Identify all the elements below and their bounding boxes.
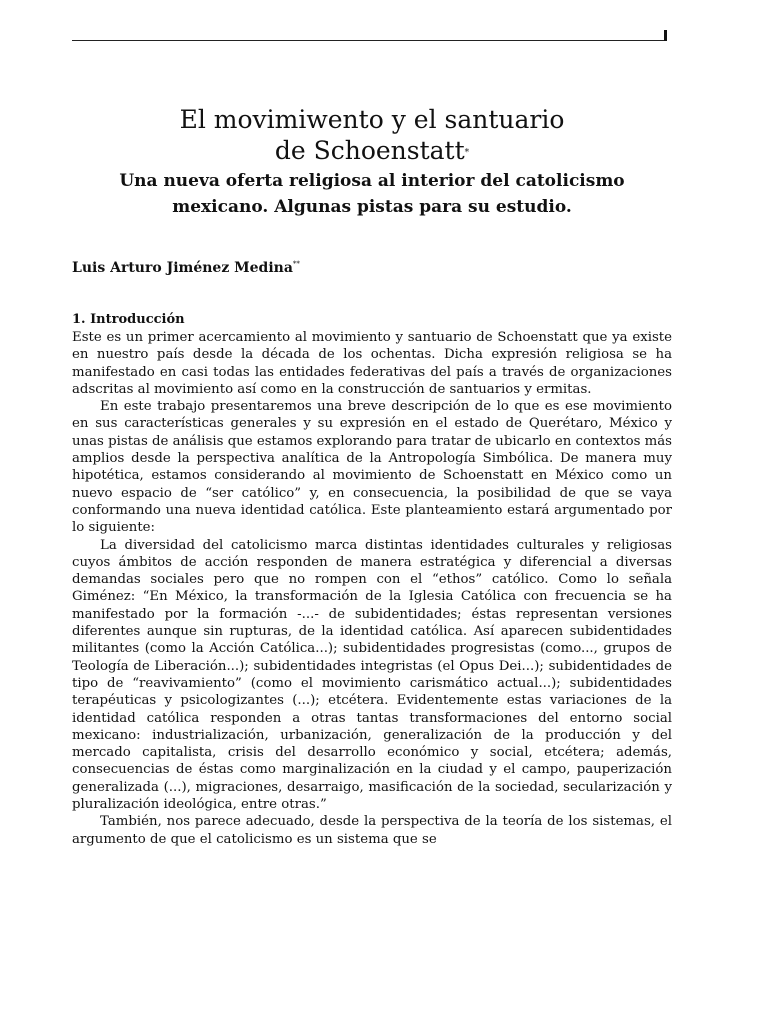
author-text: Luis Arturo Jiménez Medina [72, 260, 293, 276]
title-line-1: El movimiwento y el santuario [179, 105, 565, 134]
title-line-2: de Schoenstatt [274, 136, 465, 165]
title-block [72, 104, 672, 220]
author-footnote-mark: ** [292, 260, 300, 268]
page-marker [664, 30, 667, 41]
body-text [72, 329, 672, 848]
author-name [72, 260, 300, 276]
article-title [72, 104, 672, 166]
header-rule [72, 40, 664, 41]
paragraph: En este trabajo presentaremos una breve descripción de lo que es ese movimiento en sus características generales y su expresión en el estado de Querétaro, México y unas pistas de análisis que estamos explorando para tratar de ubicarlo en contextos más amplios desde la perspectiva analítica de la Antropología Simbólica. De manera muy hipotética, estamos considerando al movimiento de Schoenstatt en México como un nuevo espacio de “ser católico” y, en consecuencia, la posibilidad de que se vaya conformando una nueva identidad católica. Este planteamiento estará argumentado por lo siguiente: [72, 399, 672, 536]
title-footnote-mark: * [464, 148, 470, 158]
article-subtitle: Una nueva oferta religiosa al interior del catolicismo mexicano. Algunas pistas para su estudio. [119, 171, 625, 217]
paragraph: Este es un primer acercamiento al movimiento y santuario de Schoenstatt que ya existe en nuestro país desde la década de los ochentas. Dicha expresión religiosa se ha manifestado en casi todas las entidades federativas del país a través de organizaciones adscritas al movimiento así como en la construcción de santuarios y ermitas. [72, 330, 672, 397]
paragraph: La diversidad del catolicismo marca distintas identidades culturales y religiosas cuyos ámbitos de acción responden de manera estratégica y diferencial a diversas demandas sociales pero que no rompen con el “ethos” católico. Como lo señala Giménez: “En México, la transformación de la Iglesia Católica con frecuencia se ha manifestado por la formación -...- de subidentidades; éstas representan versiones diferentes aunque sin rupturas, de la identidad católica. Así aparecen subidentidades militantes (como la Acción Católica...); subidentidades progresistas (como..., grupos de Teología de Liberación...); subidentidades integristas (el Opus Dei...); subidentidades de tipo de “reavivamiento” (como el movimiento carismático actual...); subidentidades terapéuticas y psicologizantes (...); etcétera. Evidentemente estas variaciones de la identidad católica responden a otras tantas transformaciones del entorno social mexicano: industrialización, urbanización, generalización de la producción y del mercado capitalista, crisis del desarrollo económico y social, etcétera; además, consecuencias de éstas como marginalización en la ciudad y el campo, pauperización generalizada (...), migraciones, desarraigo, masificación de la sociedad, secularización y pluralización ideológica, entre otras.” [72, 537, 672, 813]
section-heading: 1. Introducción [72, 312, 185, 327]
paragraph: También, nos parece adecuado, desde la perspectiva de la teoría de los sistemas, el argumento de que el catolicismo es un sistema que se [72, 814, 672, 847]
